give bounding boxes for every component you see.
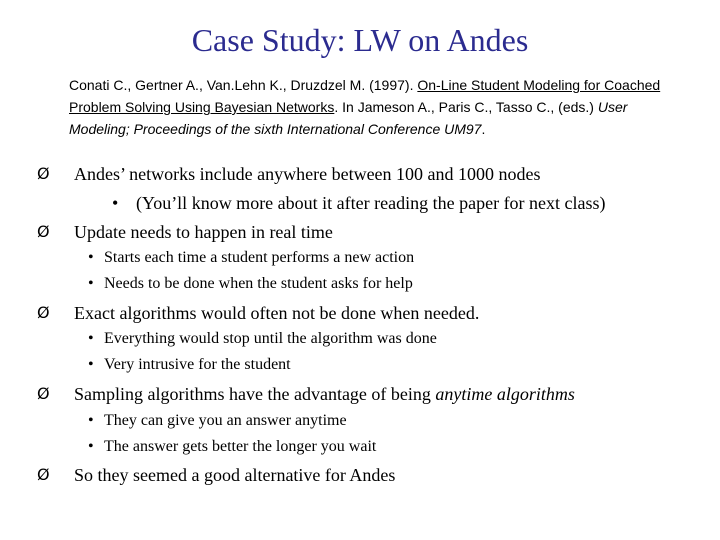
bullet-text: Andes’ networks include anywhere between 100 and 1000 nodes [74,164,541,184]
bullet-text: Exact algorithms would often not be done when needed. [74,303,480,323]
sub-bullet-text: Very intrusive for the student [104,356,291,373]
sub-bullet-text: The answer gets better the longer you wait [104,438,377,455]
citation-venue: User Modeling; Proceedings of the sixth International Conference UM97 [69,99,628,137]
citation-end: . [481,121,486,137]
bullet-text: Update needs to happen in real time [74,222,333,242]
citation-mid: . In Jameson A., Paris C., Tasso C., (eds.) [334,99,594,115]
arrow-bullet-icon: Ø [37,303,50,322]
dot-bullet-icon: • [88,275,94,292]
bullet-text-italic: anytime algorithms [435,384,575,404]
sub-bullet-text: Needs to be done when the student asks for help [104,275,413,292]
slide-title: Case Study: LW on Andes [191,22,529,58]
dot-bullet-icon: • [112,193,119,213]
dot-bullet-icon: • [88,412,94,429]
dot-bullet-icon: • [88,249,94,266]
sub-bullet-text: Starts each time a student performs a new action [104,249,415,266]
sub-bullet-text: (You’ll know more about it after reading the paper for next class) [136,193,606,213]
sub-bullet-text: They can give you an answer anytime [104,412,347,429]
dot-bullet-icon: • [88,356,94,373]
sub-bullet-text: Everything would stop until the algorithm was done [104,330,437,347]
arrow-bullet-icon: Ø [37,465,50,484]
arrow-bullet-icon: Ø [37,222,50,241]
citation-authors: Conati C., Gertner A., Van.Lehn K., Druzdzel M. (1997). [69,77,414,93]
arrow-bullet-icon: Ø [37,164,50,183]
bullet-text: So they seemed a good alternative for Andes [74,465,396,485]
dot-bullet-icon: • [88,438,94,455]
bullet-text [74,383,575,405]
dot-bullet-icon: • [88,330,94,347]
citation [69,74,669,140]
arrow-bullet-icon: Ø [37,384,50,403]
bullet-text-main: Sampling algorithms have the advantage of being [74,384,436,404]
citation-paper-link[interactable]: On-Line Student Modeling for Coached Problem Solving Using Bayesian Networks [69,77,661,115]
